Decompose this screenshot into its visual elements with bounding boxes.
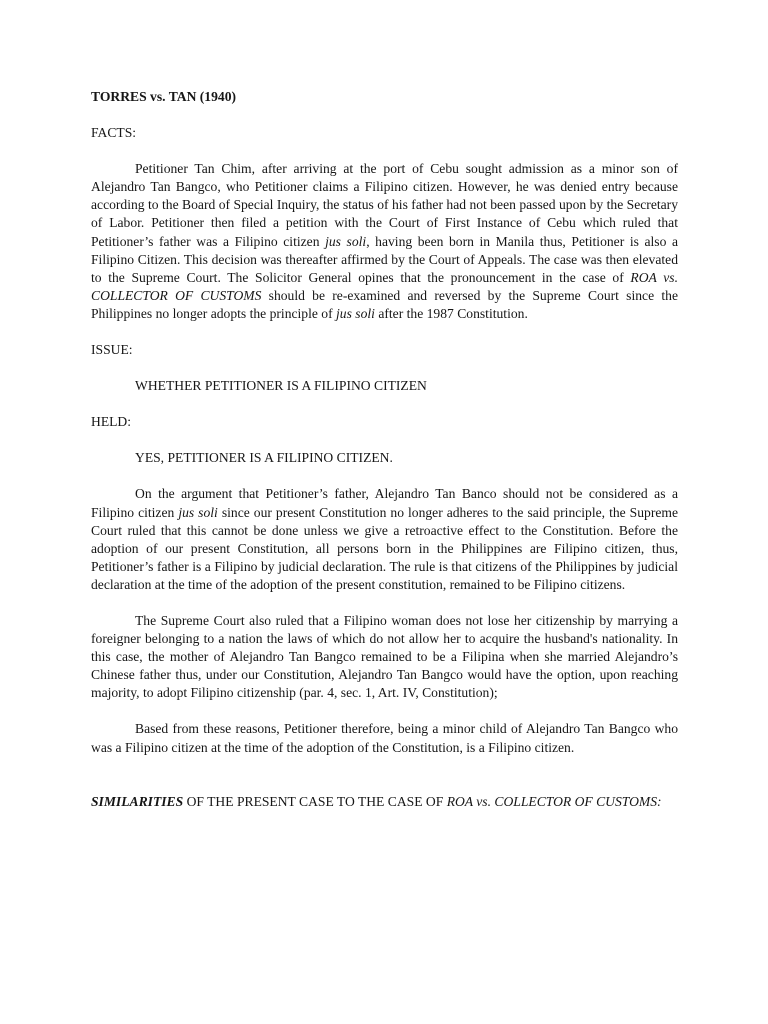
held-heading: HELD: [91, 414, 132, 430]
text-run: after the 1987 Constitution. [374, 305, 528, 321]
italic-run: ROA vs. COLLECTOR OF CUSTOMS: [446, 793, 662, 809]
similarities-heading [91, 793, 678, 811]
text-run: OF THE PRESENT CASE TO THE CASE OF [183, 793, 447, 809]
text-run: , having been born in Manila thus, Petitioner is also a Filipino Citizen. This decision was thereafter affirmed by the Court of Appeals. The case was then elevated to the Supreme Court. The Solicitor General opines that the pronouncement in the case of [91, 233, 678, 285]
case-title: TORRES vs. TAN (1940) [91, 89, 237, 104]
facts-paragraph [91, 160, 678, 323]
italic-run: jus soli [336, 305, 375, 321]
text-run: On the argument that Petitioner’s father, Alejandro Tan Banco should not be considered as a Filipino citizen [91, 486, 678, 520]
held-statement: YES, PETITIONER IS A FILIPINO CITIZEN. [135, 450, 393, 466]
held-paragraph-2: The Supreme Court also ruled that a Filipino woman does not lose her citizenship by marrying a foreigner belonging to a nation the laws of which do not allow her to acquire the husband's nationality. In this case, the mother of Alejandro Tan Bangco remained to be a Filipina when she married Alejandro’s Chinese father thus, under our Constitution, Alejandro Tan Bangco would have the option, upon reaching majority, to adopt Filipino citizenship (par. 4, sec. 1, Art. IV, Constitution); [91, 612, 678, 701]
document-body [91, 88, 678, 811]
italic-run: jus soli [178, 504, 218, 520]
bold-italic-run: SIMILARITIES [91, 793, 184, 809]
issue-statement: WHETHER PETITIONER IS A FILIPINO CITIZEN [135, 378, 427, 394]
held-paragraph-3: Based from these reasons, Petitioner therefore, being a minor child of Alejandro Tan Bangco who was a Filipino citizen at the time of the adoption of the Constitution, is a Filipino citizen. [91, 721, 678, 755]
facts-heading: FACTS: [91, 125, 137, 141]
italic-run: jus soli [325, 233, 367, 249]
text-run: should be re-examined and reversed by the Supreme Court since the Philippines no longer adopts the principle of [91, 287, 678, 321]
italic-run: ROA vs. COLLECTOR OF CUSTOMS [91, 269, 678, 303]
text-run: since our present Constitution no longer adheres to the said principle, the Supreme Court ruled that this cannot be done unless we give a retroactive effect to the Constitution. Before the adoption of our present Constitution, all persons born in the Philippines are Filipino citizen, thus, Petitioner’s father is a Filipino by judicial declaration. The rule is that citizens of the Philippines by judicial declaration at the time of the adoption of the present constitution, remained to be Filipino citizens. [91, 504, 679, 592]
text-run: Petitioner Tan Chim, after arriving at the port of Cebu sought admission as a minor son of Alejandro Tan Bangco, who Petitioner claims a Filipino citizen. However, he was denied entry because according to the Board of Special Inquiry, the status of his father had not been passed upon by the Secretary of Labor. Petitioner then filed a petition with the Court of First Instance of Cebu which ruled that Petitioner’s father was a Filipino citizen [91, 161, 678, 249]
issue-heading: ISSUE: [91, 342, 133, 358]
held-paragraph-1 [91, 485, 678, 594]
